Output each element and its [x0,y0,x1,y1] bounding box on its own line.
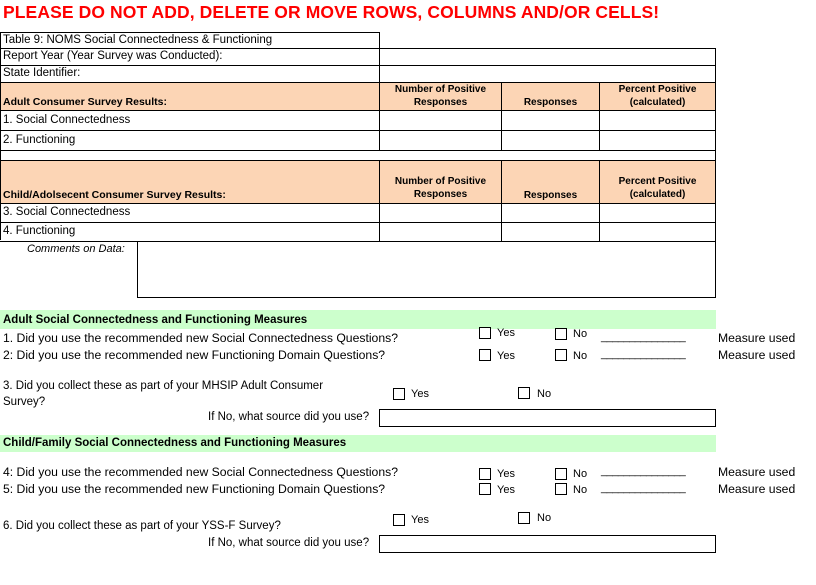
child-social-responses-input[interactable] [502,204,599,222]
adult-row-functioning: 2. Functioning [3,134,76,146]
q6-no-checkbox[interactable] [518,512,530,524]
q3-yes-checkbox[interactable] [393,388,405,400]
question-5: 5: Did you use the recommended new Functioning Domain Questions? [3,482,386,496]
q2-yes-label: Yes [497,350,515,362]
col-percent-positive: Percent Positive (calculated) [618,84,697,108]
q1-measure-blank[interactable]: _______________ [601,331,686,343]
q5-yes-checkbox[interactable] [479,483,491,495]
q5-measure-used: Measure used [718,482,796,496]
q4-yes-label: Yes [497,468,515,480]
state-identifier-input[interactable] [380,66,715,82]
question-6: 6. Did you collect these as part of your YSS-F Survey? [3,520,281,532]
child-row-functioning: 4. Functioning [3,225,76,237]
child-source-input[interactable] [379,535,716,553]
comments-label: Comments on Data: [27,243,125,255]
q1-measure-used: Measure used [718,331,796,345]
q2-measure-used: Measure used [718,348,796,362]
question-3-line2: Survey? [3,396,46,408]
question-3-line1: 3. Did you collect these as part of your MHSIP Adult Consumer [3,380,324,392]
col-positive-responses: Number of Positive Responses [394,84,487,108]
q6-yes-label: Yes [411,514,429,526]
q2-no-checkbox[interactable] [555,349,567,361]
state-identifier-label: State Identifier: [3,67,81,79]
q1-yes-checkbox[interactable] [479,327,491,339]
child-source-label: If No, what source did you use? [208,537,370,549]
adult-measures-header: Adult Social Connectedness and Functioning Measures [3,314,308,326]
adult-social-positive-input[interactable] [380,111,501,130]
q5-no-label: No [573,484,588,496]
q2-measure-blank[interactable]: _______________ [601,348,686,360]
child-results-header: Child/Adolsecent Consumer Survey Results: [3,189,226,201]
q5-yes-label: Yes [497,484,515,496]
q1-no-label: No [573,328,588,340]
q5-no-checkbox[interactable] [555,483,567,495]
warning-banner: PLEASE DO NOT ADD, DELETE OR MOVE ROWS, COLUMNS AND/OR CELLS! [3,2,660,22]
q3-yes-label: Yes [411,388,429,400]
question-4: 4: Did you use the recommended new Social Connectedness Questions? [3,465,398,479]
col-positive-responses-child: Number of Positive Responses [394,176,487,200]
col-percent-positive-child: Percent Positive (calculated) [618,176,697,200]
q3-no-checkbox[interactable] [518,387,530,399]
q5-measure-blank[interactable]: _______________ [601,482,686,494]
adult-source-label: If No, what source did you use? [208,411,370,423]
child-row-social: 3. Social Connectedness [3,206,131,218]
adult-row-social: 1. Social Connectedness [3,114,131,126]
adult-functioning-positive-input[interactable] [380,131,501,150]
q4-no-checkbox[interactable] [555,468,567,480]
q4-yes-checkbox[interactable] [479,468,491,480]
q3-no-label: No [537,388,552,400]
q4-no-label: No [573,468,588,480]
child-functioning-positive-input[interactable] [380,223,501,241]
adult-social-responses-input[interactable] [502,111,599,130]
table-title: Table 9: NOMS Social Connectedness & Functioning [3,34,273,46]
q1-yes-label: Yes [497,327,515,339]
child-functioning-responses-input[interactable] [502,223,599,241]
comments-textarea[interactable] [137,241,716,298]
col-responses-child: Responses [523,190,578,201]
question-1: 1. Did you use the recommended new Social Connectedness Questions? [3,331,398,345]
col-responses: Responses [523,97,578,108]
question-2: 2: Did you use the recommended new Functioning Domain Questions? [3,348,386,362]
adult-results-header: Adult Consumer Survey Results: [3,96,167,108]
q2-yes-checkbox[interactable] [479,349,491,361]
child-social-positive-input[interactable] [380,204,501,222]
q4-measure-blank[interactable]: _______________ [601,465,686,477]
q1-no-checkbox[interactable] [555,328,567,340]
q4-measure-used: Measure used [718,465,796,479]
adult-source-input[interactable] [379,409,716,427]
report-year-input[interactable] [380,49,715,65]
q2-no-label: No [573,350,588,362]
adult-functioning-responses-input[interactable] [502,131,599,150]
child-measures-header: Child/Family Social Connectedness and Functioning Measures [3,437,347,449]
q6-yes-checkbox[interactable] [393,514,405,526]
q6-no-label: No [537,512,552,524]
report-year-label: Report Year (Year Survey was Conducted): [3,50,223,62]
